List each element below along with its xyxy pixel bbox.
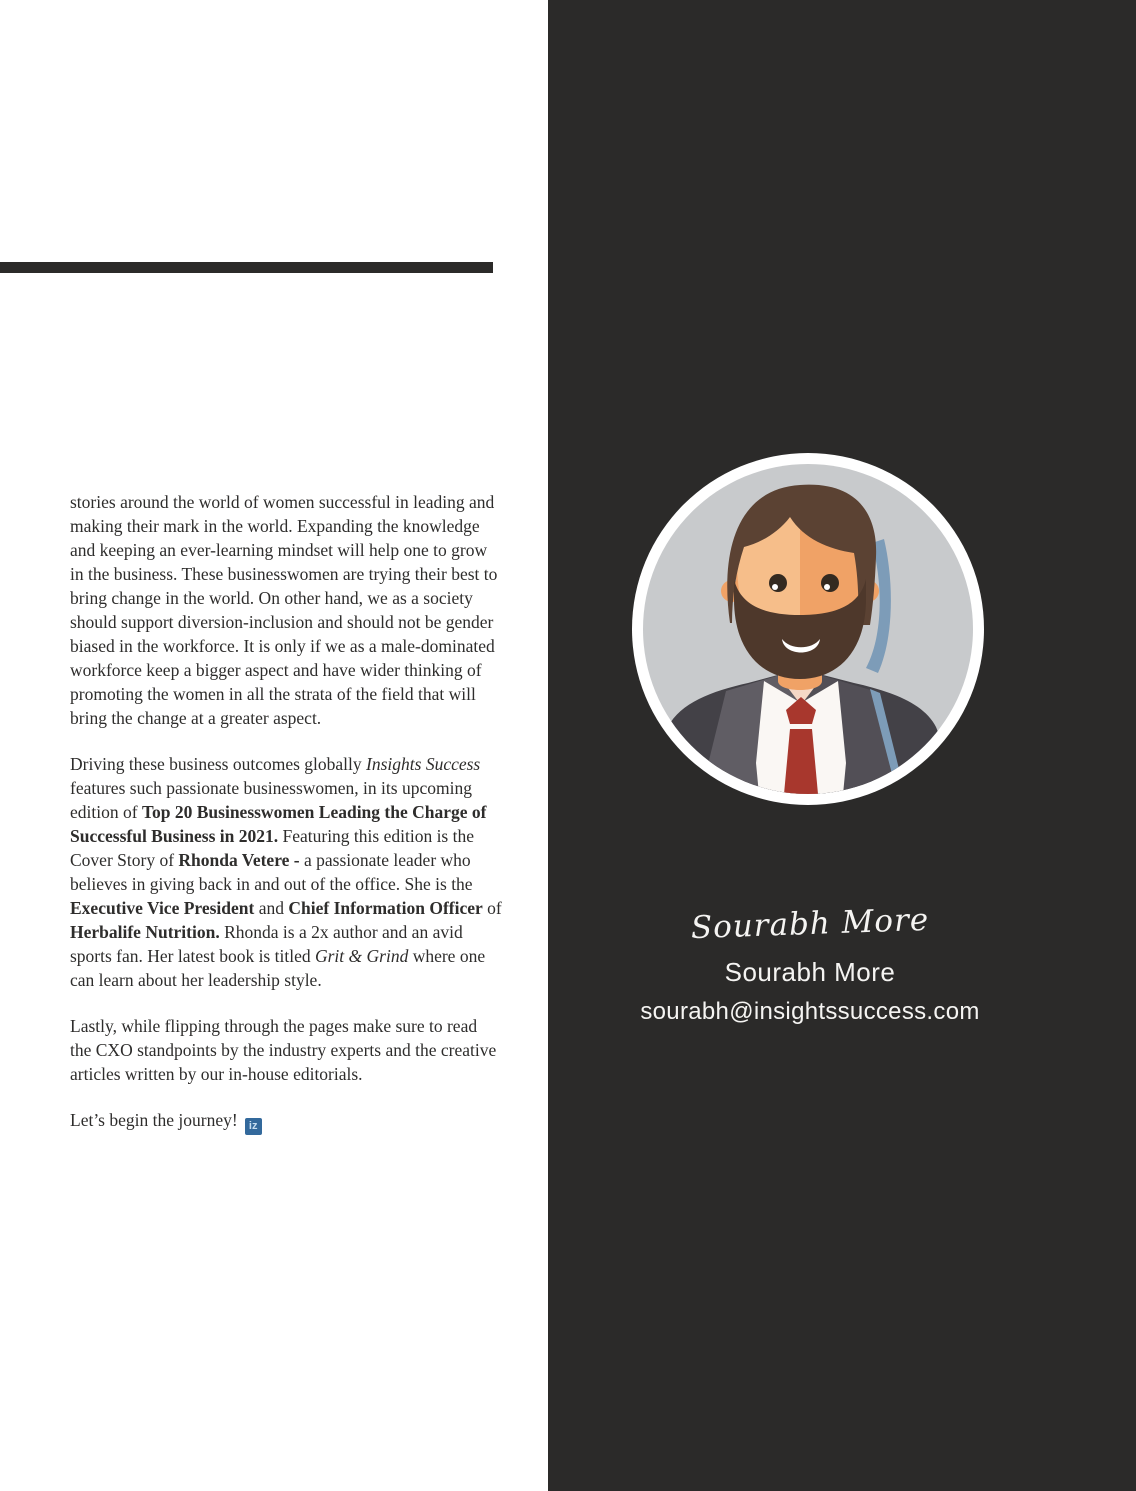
article-paragraph: stories around the world of women successful in leading and making their mark in the world. Expanding the knowledge and keeping an ever-learning mindset will help one to grow in the business. These businesswomen are trying their best to bring change in the world. On other hand, we as a society should support diversion-inclusion and should not be gender biased in the workforce. It is only if we as a male-dominated workforce keep a bigger aspect and have wider thinking of promoting the women in all the strata of the field that will bring the change at a greater aspect. xyxy=(70,492,498,728)
avatar-eye-glint-left xyxy=(772,584,778,590)
author-panel xyxy=(548,0,1136,1491)
author-email: sourabh@insightssuccess.com xyxy=(640,998,980,1025)
closing-text: Let’s begin the journey! xyxy=(70,1110,238,1130)
article-paragraph: Lastly, while flipping through the pages make sure to read the CXO standpoints by the industry experts and the creative articles written by our in-house editorials. xyxy=(70,1016,497,1084)
author-signature: Sourabh More xyxy=(690,901,930,947)
avatar xyxy=(632,453,984,805)
avatar-eye-left xyxy=(769,574,787,592)
author-name: Sourabh More xyxy=(724,957,896,987)
closing-line xyxy=(70,1108,502,1135)
article-paragraph: Driving these business outcomes globally Insights Success features such passionate businesswomen, in its upcoming edition of Top 20 Businesswomen Leading the Charge of Successful Business in 2021. Featuring this edition is the Cover Story of Rhonda Vetere - a passionate leader who believes in giving back in and out of the office. She is the Executive Vice President and Chief Information Officer of Herbalife Nutrition. Rhonda is a 2x author and an avid sports fan. Her latest book is titled Grit & Grind where one can learn about her leadership style. xyxy=(70,754,502,990)
avatar-eye-right xyxy=(821,574,839,592)
insights-success-endmark-icon: iz xyxy=(245,1118,262,1135)
avatar-eye-glint-right xyxy=(824,584,830,590)
article-column xyxy=(70,490,502,1135)
top-divider-bar xyxy=(0,262,493,273)
author-avatar-illustration xyxy=(632,453,984,805)
article-body xyxy=(70,490,502,1086)
